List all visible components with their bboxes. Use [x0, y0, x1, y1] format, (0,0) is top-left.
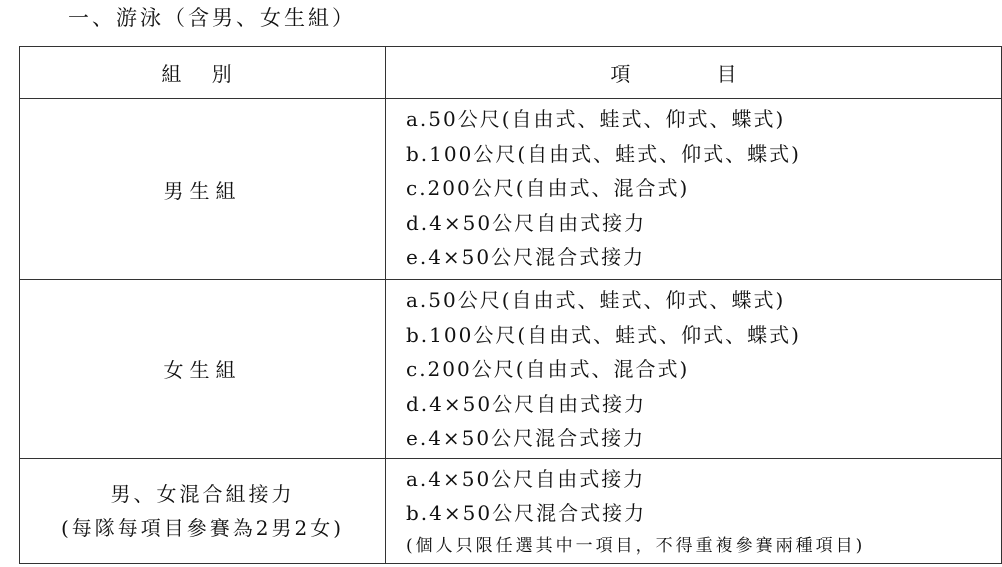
- section-title: 一、游泳（含男、女生組）: [68, 6, 356, 30]
- event-item: b.4×50公尺混合式接力: [406, 501, 647, 525]
- group-cell-mixed: [20, 458, 386, 563]
- event-item: b.100公尺(自由式、蛙式、仰式、蝶式): [406, 141, 801, 166]
- table-row: [20, 280, 1002, 459]
- header-items: 項 目: [386, 47, 1002, 99]
- items-cell-boys: [386, 99, 1002, 280]
- event-item: a.4×50公尺自由式接力: [406, 466, 646, 491]
- event-item: c.200公尺(自由式、混合式): [406, 357, 690, 381]
- group-mixed-title: 男、女混合組接力: [110, 481, 295, 506]
- event-item: e.4×50公尺混合式接力: [406, 426, 646, 450]
- group-mixed-subtitle: (每隊每項目參賽為2男2女): [60, 515, 345, 540]
- event-item: a.50公尺(自由式、蛙式、仰式、蝶式): [406, 288, 786, 312]
- swimming-events-table: [19, 46, 1002, 564]
- event-item: b.100公尺(自由式、蛙式、仰式、蝶式): [406, 322, 801, 347]
- event-item: d.4×50公尺自由式接力: [406, 210, 647, 235]
- header-group: 組 別: [20, 47, 386, 99]
- event-item: a.50公尺(自由式、蛙式、仰式、蝶式): [406, 107, 786, 131]
- items-cell-mixed: [386, 458, 1002, 563]
- event-note: (個人只限任選其中一項目，不得重複參賽兩種項目): [406, 535, 866, 556]
- table-row: [20, 99, 1002, 280]
- event-item: c.200公尺(自由式、混合式): [406, 176, 690, 200]
- items-cell-girls: [386, 280, 1002, 459]
- group-cell-boys: 男生組: [20, 99, 386, 280]
- group-cell-girls: 女生組: [20, 280, 386, 459]
- event-item: e.4×50公尺混合式接力: [406, 245, 646, 269]
- event-item: d.4×50公尺自由式接力: [406, 391, 647, 416]
- table-header-row: [20, 47, 1002, 99]
- table-row: [20, 458, 1002, 563]
